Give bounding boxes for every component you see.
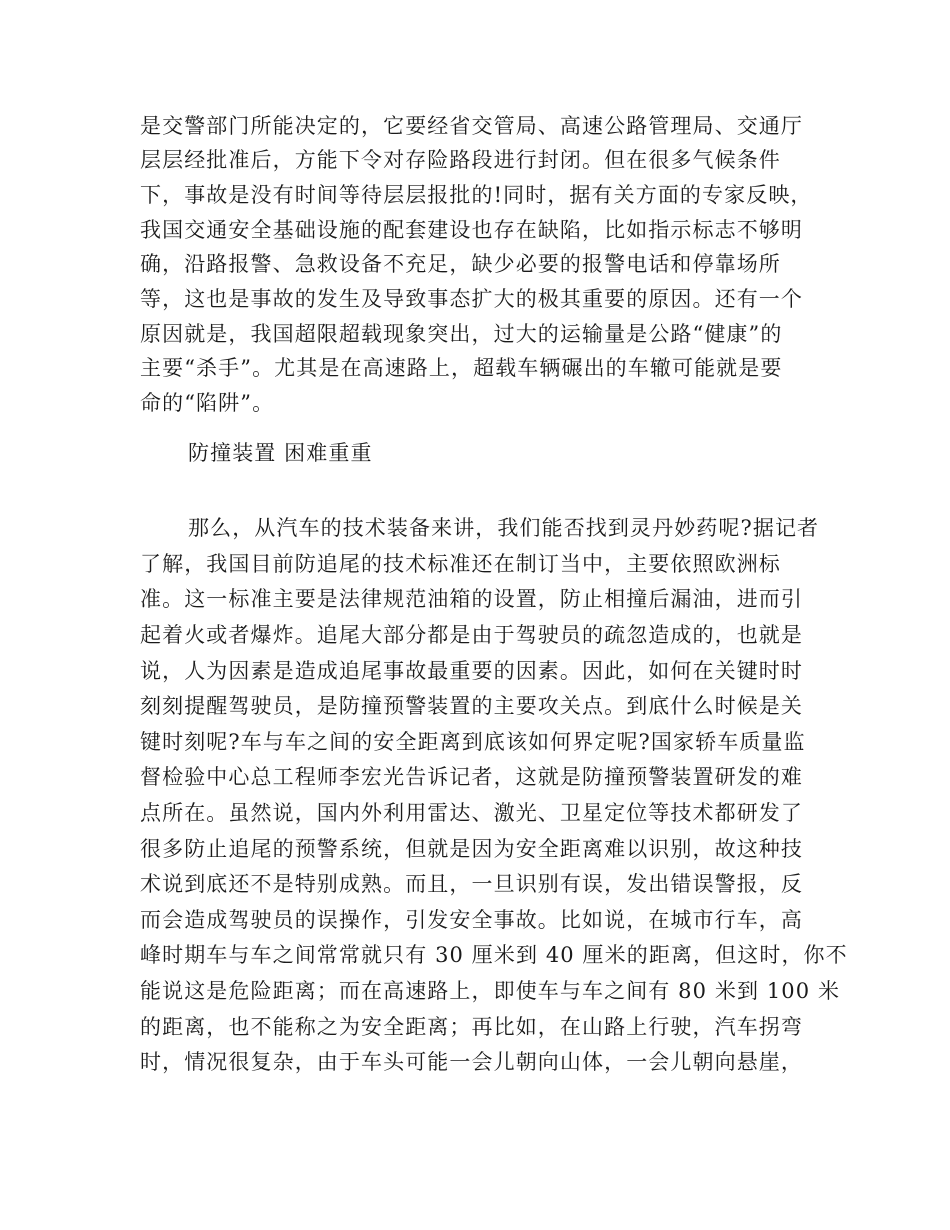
paragraph-line: 峰时期车与车之间常常就只有 30 厘米到 40 厘米的距离，但这时，你不 [140, 943, 848, 967]
paragraph-line: 命的“陷阱”。 [140, 391, 275, 415]
paragraph-line: 是交警部门所能决定的，它要经省交管局、高速公路管理局、交通厅 [140, 114, 803, 138]
paragraph-line: 术说到底还不是特别成熟。而且，一旦识别有误，发出错误警报，反 [140, 872, 803, 896]
paragraph-line: 了解，我国目前防追尾的技术标准还在制订当中，主要依照欧洲标 [140, 552, 781, 576]
paragraph-line: 准。这一标准主要是法律规范油箱的设置，防止相撞后漏油，进而引 [140, 587, 803, 611]
paragraph-line: 下，事故是没有时间等待层层报批的!同时，据有关方面的专家反映， [140, 183, 813, 207]
paragraph-line: 那么，从汽车的技术装备来讲，我们能否找到灵丹妙药呢?据记者 [188, 516, 820, 540]
paragraph-line: 点所在。虽然说，国内外利用雷达、激光、卫星定位等技术都研发了 [140, 801, 803, 825]
paragraph-line: 层层经批准后，方能下令对存险路段进行封闭。但在很多气候条件 [140, 148, 781, 172]
paragraph-line: 能说这是危险距离；而在高速路上，即使车与车之间有 80 米到 100 米 [140, 979, 841, 1003]
paragraph-line: 确，沿路报警、急救设备不充足，缺少必要的报警电话和停靠场所 [140, 252, 781, 276]
paragraph-line: 而会造成驾驶员的误操作，引发安全事故。比如说，在城市行车，高 [140, 908, 803, 932]
paragraph-line: 的距离，也不能称之为安全距离；再比如，在山路上行驶，汽车拐弯 [140, 1015, 803, 1039]
paragraph-line: 我国交通安全基础设施的配套建设也存在缺陷，比如指示标志不够明 [140, 218, 803, 242]
paragraph-line: 原因就是，我国超限超载现象突出，过大的运输量是公路“健康”的 [140, 322, 783, 346]
paragraph-line: 起着火或者爆炸。追尾大部分都是由于驾驶员的疏忽造成的，也就是 [140, 623, 803, 647]
paragraph-line: 很多防止追尾的预警系统，但就是因为安全距离难以识别，故这种技 [140, 837, 803, 861]
paragraph-line: 时，情况很复杂，由于车头可能一会儿朝向山体，一会儿朝向悬崖， [140, 1050, 803, 1074]
paragraph-line: 说，人为因素是造成追尾事故最重要的因素。因此，如何在关键时时 [140, 659, 803, 683]
paragraph-line: 督检验中心总工程师李宏光告诉记者，这就是防撞预警装置研发的难 [140, 765, 803, 789]
paragraph-line: 键时刻呢?车与车之间的安全距离到底该如何界定呢?国家轿车质量监 [140, 730, 806, 754]
paragraph-line: 等，这也是事故的发生及导致事态扩大的极其重要的原因。还有一个 [140, 287, 803, 311]
paragraph-line: 刻刻提醒驾驶员，是防撞预警装置的主要攻关点。到底什么时候是关 [140, 694, 803, 718]
section-heading: 防撞装置 困难重重 [188, 441, 373, 465]
paragraph-line: 主要“杀手”。尤其是在高速路上，超载车辆碾出的车辙可能就是要 [140, 356, 783, 380]
